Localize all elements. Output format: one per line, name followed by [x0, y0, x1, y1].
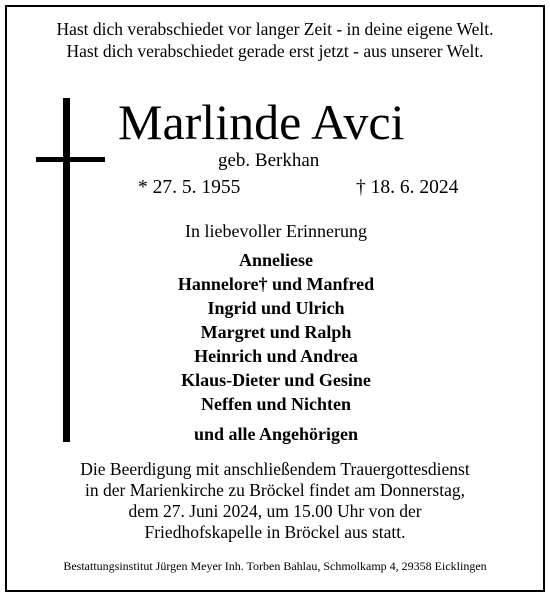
service-notice	[0, 459, 550, 543]
mourner-name: Heinrich und Andrea	[194, 346, 358, 366]
mourner-name: Neffen und Nichten	[200, 394, 351, 414]
deceased-name: Marlinde Avci	[118, 94, 405, 150]
service-line-2: in der Marienkirche zu Bröckel findet am Donnerstag,	[84, 480, 465, 500]
mourner-name: Margret und Ralph	[200, 322, 352, 342]
mourner-name: Ingrid und Ulrich	[207, 298, 345, 318]
service-line-1: Die Beerdigung mit anschließendem Trauergottesdienst	[80, 459, 470, 479]
mourner-closing: und alle Angehörigen	[193, 424, 359, 444]
poem-line-2: Hast dich verabschiedet gerade erst jetzt - aus unserer Welt.	[66, 41, 484, 61]
cross-vertical-bar	[63, 98, 70, 442]
mourner-list	[118, 248, 434, 446]
undertaker-footer: Bestattungsinstitut Jürgen Meyer Inh. Torben Bahlau, Schmolkamp 4, 29358 Eicklingen	[63, 559, 487, 573]
mourner-name: Klaus-Dieter und Gesine	[181, 370, 371, 390]
birth-date: * 27. 5. 1955	[138, 177, 241, 198]
cross-horizontal-bar	[36, 157, 105, 162]
maiden-name: geb. Berkhan	[218, 150, 320, 171]
mourner-name: Hannelore† und Manfred	[177, 274, 375, 294]
service-line-3: dem 27. Juni 2024, um 15.00 Uhr von der	[128, 501, 422, 521]
service-line-4: Friedhofskapelle in Bröckel aus statt.	[144, 522, 406, 542]
remembrance-intro: In liebevoller Erinnerung	[185, 221, 367, 241]
poem-line-1: Hast dich verabschiedet vor langer Zeit - in deine eigene Welt.	[56, 19, 494, 39]
mourner-name: Anneliese	[239, 250, 313, 270]
death-date: † 18. 6. 2024	[356, 177, 459, 198]
